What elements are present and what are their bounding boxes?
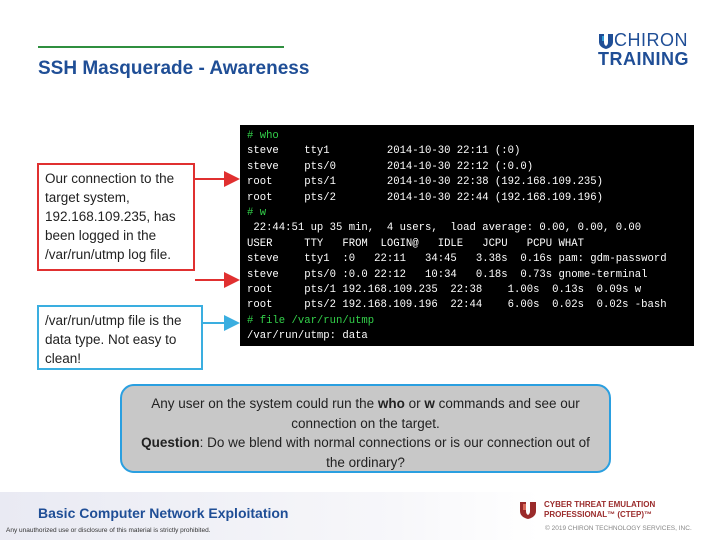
terminal-line: steve pts/0 :0.0 22:12 10:34 0.18s 0.73s gnome-terminal	[247, 268, 648, 281]
note-question-text: : Do we blend with normal connections or is our connection out of the ordinary?	[199, 435, 590, 470]
ctep-line-1: CYBER THREAT EMULATION	[544, 500, 656, 509]
terminal-line: /var/run/utmp: data	[247, 330, 368, 343]
terminal-line: # file /var/run/utmp	[247, 314, 375, 327]
logo-training-text: TRAINING	[598, 49, 689, 69]
terminal-line: # who	[247, 130, 279, 142]
terminal-line: root pts/1 2014-10-30 22:38 (192.168.109.235)	[247, 176, 604, 189]
terminal-line: root pts/2 2014-10-30 22:44 (192.168.109.196)	[247, 191, 604, 204]
note-question-label: Question	[141, 435, 200, 450]
terminal-line: # w	[247, 206, 267, 219]
course-title: Basic Computer Network Exploitation	[38, 505, 289, 521]
note-w-command: w	[424, 396, 435, 411]
note-who-command: who	[377, 396, 405, 411]
utmp-data-type-callout: /var/run/utmp file is the data type. Not easy to clean!	[37, 305, 203, 370]
terminal-line: root pts/1 192.168.109.235 22:38 1.00s 0.13s 0.09s w	[247, 283, 642, 296]
terminal-line: root pts/2 192.168.109.196 22:44 6.00s 0.02s 0.02s -bash	[247, 299, 667, 312]
discussion-note	[120, 384, 611, 473]
ctep-text	[544, 500, 655, 520]
ctep-logo-row	[518, 500, 718, 520]
terminal-line: steve pts/0 2014-10-30 22:12 (:0.0)	[247, 160, 534, 173]
terminal-line: steve tty1 :0 22:11 34:45 3.38s 0.16s pam: gdm-password	[247, 253, 667, 266]
terminal-line: steve tty1 2014-10-30 22:11 (:0)	[247, 145, 521, 158]
connection-logged-callout: Our connection to the target system, 192.168.109.235, has been logged in the /var/run/utmp log file.	[37, 163, 195, 271]
terminal-line: 22:44:51 up 35 min, 4 users, load average: 0.00, 0.00, 0.00	[247, 222, 642, 235]
note-text-3: commands and see our connection on the target.	[291, 396, 580, 431]
ctep-logo	[518, 500, 718, 520]
terminal-line: USER TTY FROM LOGIN@ IDLE JCPU PCPU WHAT	[247, 237, 584, 250]
slide-title: SSH Masquerade - Awareness	[38, 58, 310, 79]
ctep-line-2: PROFESSIONAL™ (CTEP)™	[544, 510, 653, 519]
note-text-1: Any user on the system could run the	[151, 396, 378, 411]
ctep-shield-icon	[518, 500, 538, 520]
logo-chiron-text: CHIRON	[614, 30, 688, 50]
copyright-notice: © 2019 CHIRON TECHNOLOGY SERVICES, INC.	[545, 525, 692, 532]
note-text-2: or	[404, 396, 425, 411]
legal-notice: Any unauthorized use or disclosure of this material is strictly prohibited.	[6, 527, 211, 534]
